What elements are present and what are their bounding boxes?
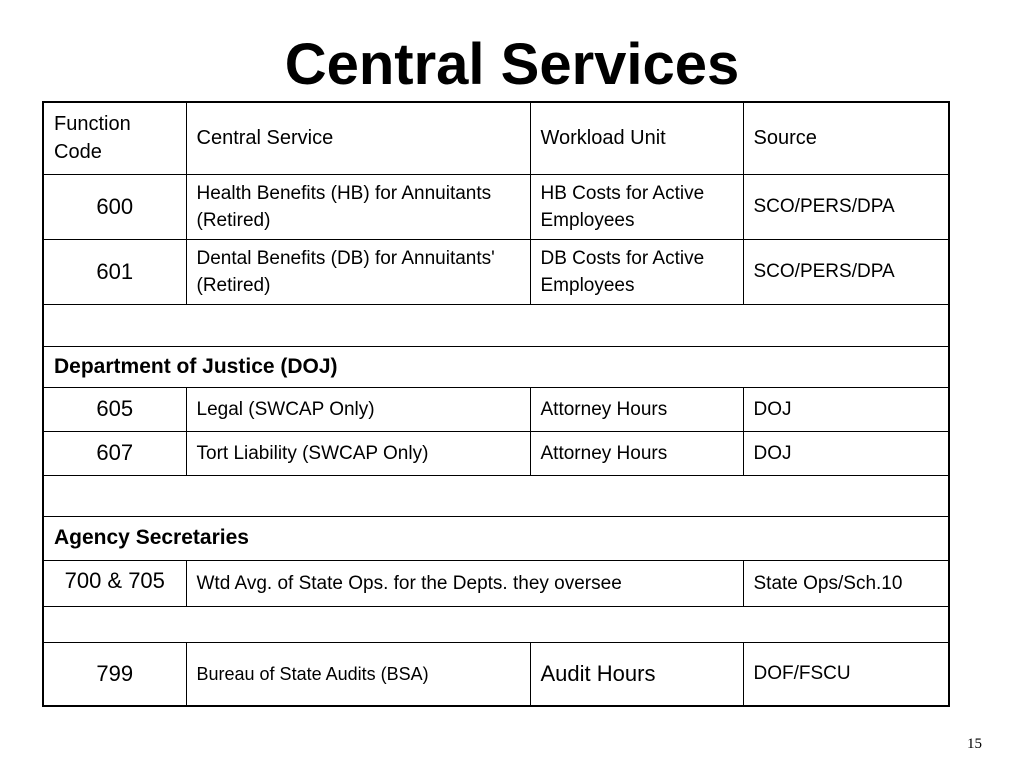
section-heading-agency-secretaries: Agency Secretaries [43,516,949,560]
header-source: Source [743,102,949,174]
central-services-table [42,101,950,707]
workload-unit: DB Costs for Active Employees [530,239,743,304]
section-heading-doj: Department of Justice (DOJ) [43,346,949,387]
central-service-merged: Wtd Avg. of State Ops. for the Depts. they oversee [186,560,743,606]
header-central-service: Central Service [186,102,530,174]
section-row [43,346,949,387]
spacer-row [43,304,949,346]
spacer-row [43,606,949,642]
workload-unit: HB Costs for Active Employees [530,174,743,239]
table-row [43,560,949,606]
spacer-cell [43,475,949,516]
source: DOJ [743,431,949,475]
section-row [43,516,949,560]
table-header-row [43,102,949,174]
source: DOJ [743,387,949,431]
table-row [43,642,949,706]
source: DOF/FSCU [743,642,949,706]
central-service: Legal (SWCAP Only) [186,387,530,431]
central-service: Health Benefits (HB) for Annuitants (Retired) [186,174,530,239]
source: State Ops/Sch.10 [743,560,949,606]
central-service: Dental Benefits (DB) for Annuitants' (Retired) [186,239,530,304]
table-row [43,239,949,304]
table-row [43,174,949,239]
spacer-cell [43,304,949,346]
source: SCO/PERS/DPA [743,174,949,239]
table-row [43,431,949,475]
central-service: Bureau of State Audits (BSA) [186,642,530,706]
header-function-code: Function Code [43,102,186,174]
source: SCO/PERS/DPA [743,239,949,304]
page-number: 15 [967,736,982,752]
workload-unit: Audit Hours [530,642,743,706]
function-code: 601 [43,239,186,304]
slide-title: Central Services [284,32,740,97]
table-row [43,387,949,431]
central-service: Tort Liability (SWCAP Only) [186,431,530,475]
spacer-row [43,475,949,516]
function-code: 799 [43,642,186,706]
spacer-cell [43,606,949,642]
function-code: 600 [43,174,186,239]
function-code: 700 & 705 [43,560,186,606]
function-code: 605 [43,387,186,431]
function-code: 607 [43,431,186,475]
workload-unit: Attorney Hours [530,431,743,475]
workload-unit: Attorney Hours [530,387,743,431]
header-workload-unit: Workload Unit [530,102,743,174]
